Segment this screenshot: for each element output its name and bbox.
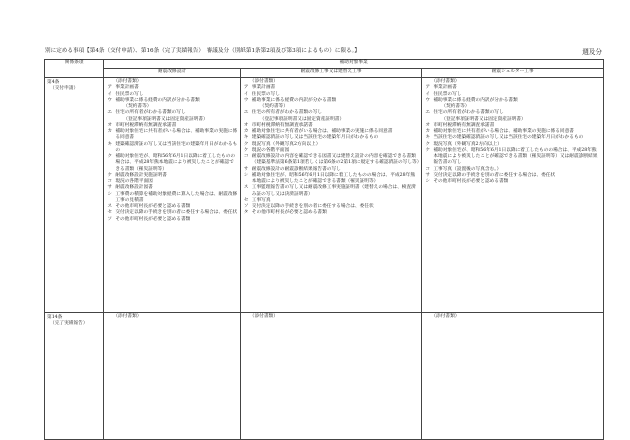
list-item <box>107 192 237 205</box>
item-label: 住宅の所有者がわかる書類の写し <box>433 110 504 116</box>
item-note: （契約書等） <box>441 104 470 109</box>
item-label: 耐震改修設計の内容を確認できる図書又は建替え設計の内容を確認できる書類（建築基準法第6条第1項若しくは第6条の2第1項に規定する確認済証の写し等） <box>251 154 422 166</box>
item-label: 事業計画書 <box>115 85 139 91</box>
item-marker: シ <box>107 191 113 197</box>
item-text <box>252 210 420 216</box>
item-marker: ク <box>243 141 249 147</box>
table-row <box>45 78 604 313</box>
item-marker: ク <box>425 141 431 147</box>
requirements-cell <box>422 313 604 440</box>
item-marker: カ <box>107 129 113 134</box>
item-marker: サ <box>243 166 249 172</box>
item-label: 補助対象住宅に共有者がいる場合は、補助事業の実施に係る同意書 <box>433 129 574 134</box>
item-text <box>252 154 420 167</box>
item-marker: エ <box>425 110 431 116</box>
item-marker: コ <box>425 166 431 172</box>
item-label: 住民票の写し <box>251 91 280 97</box>
item-marker: ウ <box>425 97 431 103</box>
item-text <box>115 110 237 123</box>
requirements-cell <box>240 78 422 313</box>
item-text <box>433 110 601 123</box>
column-header-design: 耐震改修設計 <box>104 69 240 78</box>
item-marker: ウ <box>243 97 249 103</box>
list-item <box>244 173 420 186</box>
requirements-table <box>44 59 604 440</box>
item-label: 工事写真 <box>251 197 271 203</box>
item-label: 工事費の積算を補助対象経費に算入した場合は、耐震改修工事の見積書 <box>115 191 238 203</box>
item-marker: ケ <box>107 172 113 178</box>
list-item <box>107 217 237 223</box>
item-label: 建築確認済証の写し又は当該住宅の建築年月日がわかるもの <box>115 141 238 153</box>
item-label: 補助対象住宅に共有者がいる場合は、補助事業の実施に係る同意書 <box>115 129 238 141</box>
stage-subtitle: （交付申請） <box>50 86 79 92</box>
item-marker: エ <box>107 110 113 116</box>
list-item <box>107 142 237 155</box>
item-marker: ス <box>243 185 249 191</box>
header-right-label: 週及分 <box>582 48 602 56</box>
item-text <box>115 192 237 205</box>
list-item <box>425 148 601 167</box>
item-label: 交付決定以降の手続きを別の者に委任する場合は、委任状 <box>433 172 556 178</box>
item-label: 事業計画書 <box>433 85 457 91</box>
item-label: 現況の各階平面図 <box>251 147 290 153</box>
requirements-cell <box>240 313 422 440</box>
list-item <box>107 154 237 173</box>
item-label: 補助事業に係る経費の内訳が分かる書類 <box>251 97 337 103</box>
column-group-header: 補助対象事業 <box>104 60 604 69</box>
item-text <box>252 98 420 111</box>
item-marker: コ <box>243 154 249 159</box>
item-text <box>115 217 237 223</box>
item-marker: カ <box>243 129 249 134</box>
item-label: 現況の各階平面図 <box>115 179 153 184</box>
item-marker: ウ <box>107 97 113 103</box>
item-marker: キ <box>425 135 431 141</box>
stage-cell <box>45 78 104 313</box>
item-marker: ア <box>107 85 113 91</box>
item-marker: オ <box>243 122 249 128</box>
item-marker: イ <box>243 91 249 97</box>
item-marker: セ <box>243 197 249 203</box>
item-marker: エ <box>243 110 249 116</box>
stage-name: 第14条 <box>47 315 63 320</box>
item-label: 建築確認済証の写し又は当該住宅の建築年月日がわかるもの <box>251 135 379 141</box>
item-text <box>115 154 237 173</box>
column-header-clause: 関係条項 <box>45 60 104 78</box>
item-text <box>115 142 237 155</box>
item-marker: ア <box>243 85 249 91</box>
item-marker: ケ <box>425 147 431 153</box>
attachments-title: （添付書類） <box>113 79 142 84</box>
requirements-cell <box>104 313 240 440</box>
item-label: 工事写真（設置後の写真含む。） <box>433 166 502 172</box>
column-header-construction: 耐震改修工事又は建替え工事 <box>240 69 422 78</box>
item-label: 現況写真（外観写真2方向以上） <box>251 141 321 147</box>
item-label: 補助対象住宅が、昭和56年6月1日以降に着工したものの場合は、平成28年熊本地震により被災したことが確認できる書類（罹災証明等） <box>251 172 416 184</box>
attachments-title: （添付書類） <box>249 314 278 319</box>
item-label: 補助対象住宅に共有者がいる場合は、補助事業の実施に係る同意書 <box>251 129 393 134</box>
item-marker: ク <box>107 154 113 159</box>
list-item <box>244 98 420 111</box>
requirements-cell <box>422 78 604 313</box>
item-label: その他市町村長が必要と認める書類 <box>115 216 191 222</box>
stage-cell <box>45 313 104 440</box>
list-item <box>244 110 420 123</box>
item-text <box>433 179 601 185</box>
item-marker: ソ <box>107 216 113 222</box>
item-marker: ケ <box>243 147 249 153</box>
item-label: 耐震改修設計実施証明書 <box>115 172 167 178</box>
item-text <box>433 98 601 111</box>
list-item <box>244 185 420 198</box>
item-label: 補助対象住宅が、昭和56年6月1日以降に着工したものの場合は、平成28年熊本地震により被災したことが確認できる書類（罹災証明等） <box>115 154 236 172</box>
item-label: 市町村税滞納有無調査承諾書 <box>433 122 495 128</box>
item-marker: セ <box>107 210 113 216</box>
item-marker: ア <box>425 85 431 91</box>
list-item <box>244 210 420 216</box>
attachments-title: （添付書類） <box>431 314 460 319</box>
list-item <box>107 129 237 142</box>
item-label: 交付決定以降の手続きを別の者に委任する場合は、委任状 <box>251 204 374 209</box>
item-text <box>252 173 420 186</box>
item-note: （契約書等） <box>123 104 152 109</box>
item-marker: シ <box>425 179 431 184</box>
item-label: 住宅の所有者がわかる書類の写し <box>115 110 186 116</box>
item-label: その他市町村長が必要と認める書類 <box>115 204 191 209</box>
attachments-title: （添付書類） <box>431 79 460 84</box>
item-note: （登記事項証明書又は固定資産証明書） <box>259 116 345 122</box>
item-marker: サ <box>107 185 113 191</box>
stage-subtitle: （完了実績報告） <box>50 321 88 327</box>
item-marker: オ <box>107 122 113 128</box>
item-label: その他市町村長が必要と認める書類 <box>433 179 509 184</box>
item-marker: イ <box>425 91 431 97</box>
item-marker: イ <box>107 91 113 97</box>
stage-name: 第4条 <box>47 80 60 85</box>
item-text <box>115 129 237 142</box>
item-marker: タ <box>243 210 249 216</box>
item-label: 工事監理報告書の写し又は耐震改修工事実施証明書（建替えの場合は、検査済み証の写し又は決済証明書） <box>251 185 416 197</box>
item-note: （登記事項証明書又は固定資産証明書） <box>441 116 526 122</box>
item-marker: キ <box>107 141 113 147</box>
table-row <box>45 313 604 440</box>
item-note: （契約書等） <box>259 104 288 109</box>
item-label: その他市町村長が必要と認める書類 <box>251 210 327 216</box>
attachments-title: （添付書類） <box>113 314 142 319</box>
list-item <box>425 179 601 185</box>
item-marker: サ <box>425 172 431 178</box>
item-label: 補助対象住宅が、昭和56年6月1日以降に着工したものの場合は、平成28年熊本地震により被災したことが確認できる書類（罹災証明等）又は耐震診断結果報告書の写し <box>433 147 598 166</box>
item-label: 補助事業に係る経費の内訳が分かる書類 <box>433 97 518 103</box>
item-label: 補助事業に係る経費の内訳が分かる書類 <box>115 97 200 103</box>
item-label: 耐震改修設計の耐震診断結果報告書の写し <box>251 166 341 172</box>
item-marker: ソ <box>243 204 249 209</box>
item-marker: キ <box>243 135 249 141</box>
item-marker: ス <box>107 204 113 209</box>
item-label: 住民票の写し <box>115 91 144 97</box>
column-header-shelter: 耐震シェルター工事 <box>422 69 604 78</box>
list-item <box>107 98 237 111</box>
item-label: 現況写真（外観写真2方向以上） <box>433 141 502 147</box>
item-label: 当該住宅の建築確認済証の写し又は当該住宅の建築年月日がわかるもの <box>433 135 584 141</box>
item-marker: カ <box>425 129 431 134</box>
document-header: 別に定める事項【第4条（交付申請）、第16条（完了実績報告） 審議及分（別紙第1条第2項及び第3項によるもの）に限る。】 <box>45 48 361 54</box>
item-text <box>252 110 420 123</box>
item-label: 事業計画書 <box>251 85 276 91</box>
list-item <box>107 110 237 123</box>
item-text <box>433 148 601 167</box>
item-marker: シ <box>243 172 249 178</box>
requirements-cell <box>104 78 240 313</box>
attachments-title: （添付書類） <box>249 79 278 84</box>
item-label: 耐震改修設計図書 <box>115 185 153 191</box>
item-text <box>252 185 420 198</box>
item-label: 市町村税滞納有無調査承諾書 <box>251 122 313 128</box>
item-label: 住宅の所有者がわかる書類の写し <box>251 110 323 116</box>
item-note: （登記事項証明書又は固定資産証明書） <box>123 116 208 122</box>
list-item <box>425 110 601 123</box>
list-item <box>244 154 420 167</box>
item-label: 市町村税滞納有無調査承諾書 <box>115 122 177 128</box>
item-label: 交付決定以降の手続きを別の者に委任する場合は、委任状 <box>115 210 238 216</box>
item-marker: オ <box>425 122 431 128</box>
item-text <box>115 98 237 111</box>
item-label: 住民票の写し <box>433 91 462 97</box>
item-marker: コ <box>107 179 113 184</box>
list-item <box>425 98 601 111</box>
